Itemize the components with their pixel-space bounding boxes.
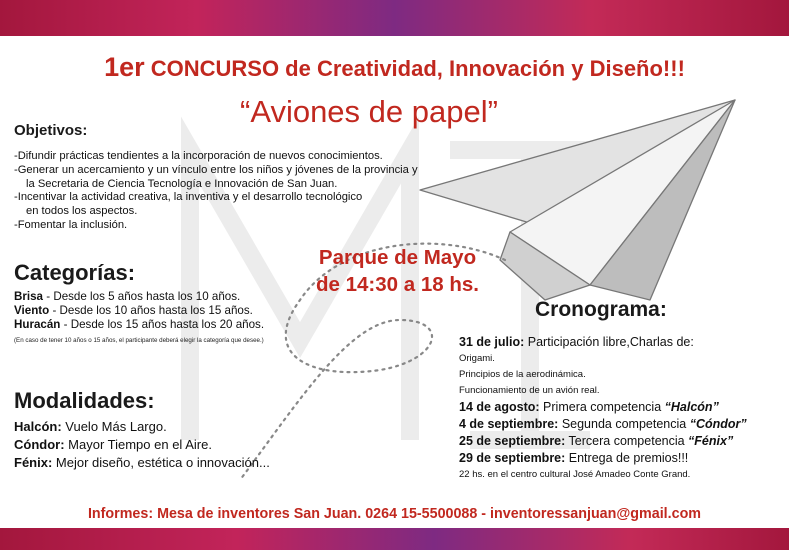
bottom-banner	[0, 526, 789, 550]
categoria-name: Huracán	[14, 318, 61, 331]
cronograma-competition-name: “Fénix”	[688, 434, 734, 448]
cronograma-text: Entrega de premios!!!	[565, 451, 689, 465]
categoria-item	[14, 318, 264, 332]
cronograma-heading: Cronograma:	[535, 298, 667, 321]
categorias-note: (En caso de tener 10 años o 15 años, el participante deberá elegir la categoría que desee.)	[14, 337, 264, 344]
cronograma-subitem: Origami.	[459, 353, 495, 364]
cronograma-competition-name: “Halcón”	[664, 400, 719, 414]
cronograma-list	[459, 334, 747, 483]
categoria-name: Viento	[14, 304, 50, 317]
location-hours: de 14:30 a 18 hs.	[316, 273, 479, 296]
bottom-banner-divider	[0, 526, 789, 528]
objetivo-line: -Generar un acercamiento y un vínculo entre los niños y jóvenes de la provincia y	[14, 163, 418, 176]
categoria-name: Brisa	[14, 290, 44, 303]
objetivo-line: en todos los aspectos.	[26, 205, 138, 218]
cronograma-entry	[459, 399, 747, 416]
categoria-desc: - Desde los 15 años hasta los 20 años.	[60, 318, 265, 331]
cronograma-subitem: Principios de la aerodinámica.	[459, 369, 586, 380]
objetivo-line: -Incentivar la actividad creativa, la inventiva y el desarrollo tecnológico	[14, 191, 363, 204]
objetivo-line: la Secretaria de Ciencia Tecnología e Innovación de San Juan.	[26, 177, 338, 190]
objetivos-heading: Objetivos:	[14, 122, 88, 139]
objetivo-line: -Difundir prácticas tendientes a la incorporación de nuevos conocimientos.	[14, 150, 383, 162]
contact-info: Informes: Mesa de inventores San Juan. 0264 15-5500088 - inventoressanjuan@gmail.com	[87, 506, 702, 522]
modalidad-name: Cóndor:	[14, 437, 65, 452]
cronograma-date: 25 de septiembre:	[459, 434, 566, 448]
modalidad-item	[14, 436, 270, 454]
cronograma-entry	[459, 450, 747, 467]
modalidades-heading: Modalidades:	[14, 388, 155, 413]
title-prefix: 1er	[104, 52, 145, 82]
modalidad-desc: Mejor diseño, estética o innovación...	[52, 455, 270, 470]
categoria-desc: - Desde los 5 años hasta los 10 años.	[43, 290, 241, 303]
cronograma-text: Tercera competencia	[565, 434, 689, 448]
modalidades-list	[14, 418, 270, 472]
objetivos-list	[14, 150, 484, 233]
modalidad-name: Fénix:	[14, 455, 53, 470]
categoria-item	[14, 290, 264, 304]
cronograma-text: Participación libre,Charlas de:	[524, 335, 694, 349]
cronograma-date: 29 de septiembre:	[459, 451, 566, 465]
contest-title	[0, 52, 789, 83]
title-rest: CONCURSO de Creatividad, Innovación y Diseño!!!	[144, 56, 685, 81]
cronograma-subitem: 22 hs. en el centro cultural José Amadeo Conte Grand.	[459, 469, 691, 480]
objetivo-line: -Fomentar la inclusión.	[14, 218, 128, 231]
modalidad-desc: Vuelo Más Largo.	[61, 419, 167, 434]
cronograma-subitem: Funcionamiento de un avión real.	[459, 385, 600, 396]
cronograma-competition-name: “Cóndor”	[689, 417, 747, 431]
cronograma-date: 14 de agosto:	[459, 400, 540, 414]
cronograma-entry	[459, 334, 747, 351]
cronograma-entry	[459, 416, 747, 433]
cronograma-text: Primera competencia	[539, 400, 665, 414]
cronograma-text: Segunda competencia	[558, 417, 690, 431]
contest-subtitle: “Aviones de papel”	[240, 94, 498, 129]
cronograma-date: 4 de septiembre:	[459, 417, 559, 431]
categorias-list	[14, 290, 264, 332]
modalidad-item	[14, 454, 270, 472]
modalidad-desc: Mayor Tiempo en el Aire.	[64, 437, 212, 452]
modalidad-name: Halcón:	[14, 419, 62, 434]
cronograma-date: 31 de julio:	[459, 335, 525, 349]
modalidad-item	[14, 418, 270, 436]
event-location	[290, 244, 505, 298]
cronograma-entry	[459, 433, 747, 450]
location-name: Parque de Mayo	[318, 246, 477, 269]
categorias-heading: Categorías:	[14, 260, 136, 285]
categoria-item	[14, 304, 264, 318]
categoria-desc: - Desde los 10 años hasta los 15 años.	[49, 304, 253, 317]
